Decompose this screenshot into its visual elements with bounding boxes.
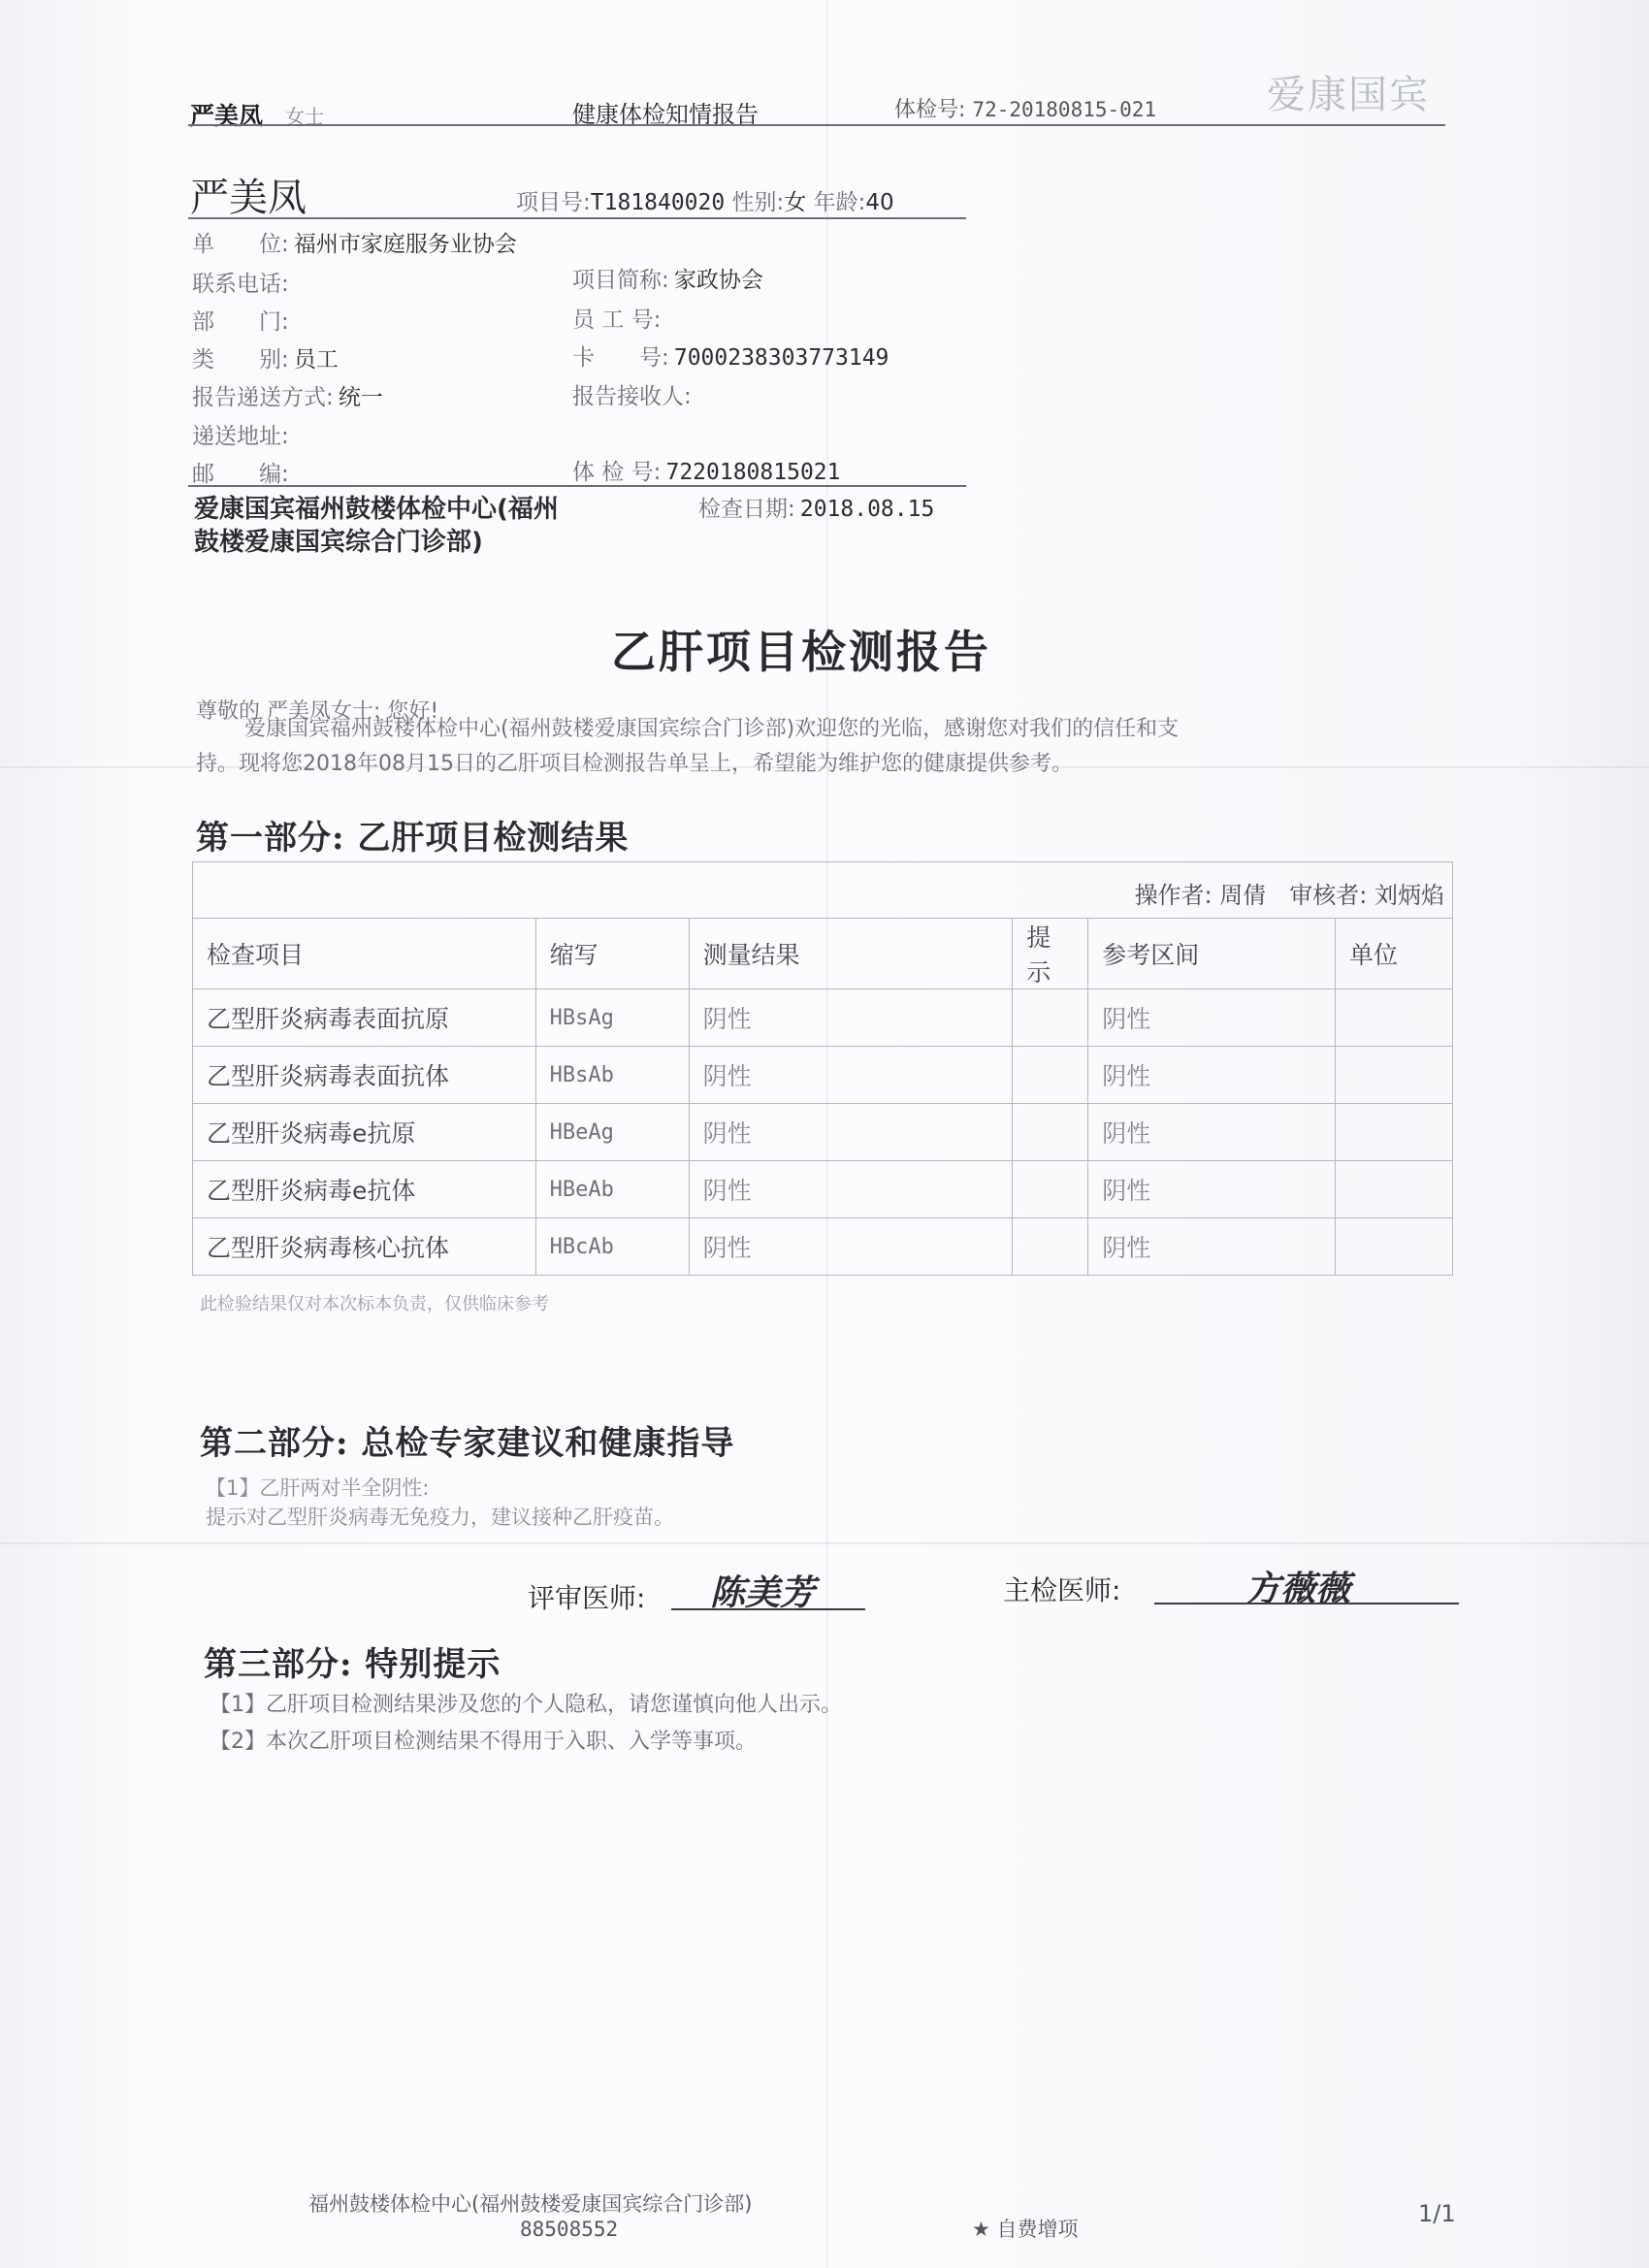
results-table [192, 918, 1453, 1276]
cell-abbr: HBeAg [535, 1104, 689, 1161]
header-doc-title: 健康体检知情报告 [572, 101, 759, 128]
part2-title: 第二部分: 总检专家建议和健康指导 [200, 1424, 735, 1463]
results-note: 此检验结果仅对本次标本负责，仅供临床参考 [200, 1294, 549, 1314]
cell-abbr: HBcAb [535, 1218, 689, 1276]
cell-ref: 阴性 [1088, 1047, 1336, 1104]
chief-signature: 方薇薇 [1245, 1569, 1351, 1609]
cell-unit [1336, 1161, 1453, 1218]
table-row [193, 989, 1453, 1047]
cell-result: 阴性 [689, 1047, 1013, 1104]
cell-ref: 阴性 [1088, 1161, 1336, 1218]
card-label: 卡 号: [572, 345, 669, 371]
suggestion-line-1: 【1】乙肝两对半全阴性: [206, 1476, 430, 1500]
cell-ref: 阴性 [1088, 1104, 1336, 1161]
employee-no-label: 员 工 号: [572, 308, 662, 333]
cell-result: 阴性 [689, 1161, 1013, 1218]
intro-line-1: 爱康国宾福州鼓楼体检中心(福州鼓楼爱康国宾综合门诊部)欢迎您的光临，感谢您对我们的信任和支 [244, 717, 1180, 741]
cell-abbr: HBsAb [535, 1047, 689, 1104]
phone-label: 联系电话: [192, 272, 289, 297]
project-name-label: 项目简称: [572, 268, 669, 293]
cell-unit [1336, 1218, 1453, 1276]
cell-result: 阴性 [689, 989, 1013, 1047]
card-row [572, 340, 889, 372]
patient-meta [516, 184, 894, 216]
info-rule [188, 485, 966, 487]
reviewer-label: 评审医师: [528, 1582, 646, 1614]
col-header-unit: 单位 [1336, 919, 1453, 989]
patient-rule [188, 217, 966, 219]
footer-self-pay-label: 自费增项 [996, 2218, 1079, 2241]
exam-no-label: 体 检 号: [572, 460, 662, 485]
col-header-item: 检查项目 [193, 919, 536, 989]
cell-hint [1013, 1104, 1088, 1161]
cell-abbr: HBeAb [535, 1161, 689, 1218]
operator-line: 操作者: 周倩 审核者: 刘炳焰 [1134, 882, 1444, 909]
reviewer-signature-line [671, 1608, 865, 1610]
brand-watermark: 爱康国宾 [1267, 73, 1430, 117]
exam-no-value: 7220180815021 [665, 460, 841, 485]
cell-item: 乙型肝炎病毒核心抗体 [193, 1218, 536, 1276]
header-exam-id-label: 体检号: [894, 98, 966, 122]
col-header-abbr: 缩写 [535, 919, 689, 989]
gender-label: 性别: [731, 190, 785, 215]
header-exam-id-value: 72-20180815-021 [972, 98, 1157, 121]
check-date-row [698, 491, 934, 523]
cell-hint [1013, 1047, 1088, 1104]
cell-item: 乙型肝炎病毒表面抗体 [193, 1047, 536, 1104]
special-tip-2: 【2】本次乙肝项目检测结果不得用于入职、入学等事项。 [210, 1730, 757, 1754]
unit-row [192, 226, 517, 258]
table-header-row [193, 919, 1453, 989]
patient-name: 严美凤 [190, 176, 307, 220]
dept-label: 部 门: [192, 309, 289, 335]
cell-hint [1013, 1218, 1088, 1276]
cell-hint [1013, 989, 1088, 1047]
delivery-value: 统一 [338, 385, 383, 410]
card-value: 7000238303773149 [673, 345, 889, 371]
part3-title: 第三部分: 特别提示 [204, 1645, 501, 1684]
cell-unit [1336, 1104, 1453, 1161]
unit-label: 单 位: [192, 232, 289, 257]
cell-item: 乙型肝炎病毒e抗原 [193, 1104, 536, 1161]
header-honorific: 女士 [285, 105, 324, 128]
unit-value: 福州市家庭服务业协会 [293, 232, 517, 257]
category-row [192, 341, 339, 373]
project-name-row [572, 262, 763, 294]
clinic-name: 爱康国宾福州鼓楼体检中心(福州鼓楼爱康国宾综合门诊部) [194, 495, 559, 557]
intro-line-2: 持。现将您2018年08月15日的乙肝项目检测报告单呈上，希望能为维护您的健康提供参考。 [196, 752, 1073, 776]
category-value: 员工 [293, 347, 339, 373]
table-row [193, 1161, 1453, 1218]
delivery-row [192, 379, 383, 411]
greeting: 尊敬的 严美凤女士: 您好! [196, 699, 439, 724]
gender: 女 [784, 190, 807, 215]
check-date-label: 检查日期: [698, 497, 795, 522]
cell-ref: 阴性 [1088, 1218, 1336, 1276]
cell-unit [1336, 989, 1453, 1047]
footer-self-pay [972, 2214, 1079, 2243]
chief-label: 主检医师: [1003, 1574, 1121, 1606]
delivery-label: 报告递送方式: [192, 385, 334, 410]
cell-item: 乙型肝炎病毒e抗体 [193, 1161, 536, 1218]
special-tip-1: 【1】乙肝项目检测结果涉及您的个人隐私，请您谨慎向他人出示。 [210, 1693, 842, 1717]
age-label: 年龄: [813, 190, 866, 215]
operator-bar [192, 861, 1453, 918]
check-date-value: 2018.08.15 [799, 497, 935, 522]
project-no: T181840020 [590, 190, 726, 215]
footer-clinic: 福州鼓楼体检中心(福州鼓楼爱康国宾综合门诊部) [308, 2192, 753, 2216]
cell-abbr: HBsAg [535, 989, 689, 1047]
report-title: 乙肝项目检测报告 [611, 626, 991, 678]
part1-title: 第一部分: 乙肝项目检测结果 [196, 819, 630, 858]
col-header-result: 测量结果 [689, 919, 1013, 989]
cell-hint [1013, 1161, 1088, 1218]
age: 40 [865, 190, 894, 215]
cell-result: 阴性 [689, 1104, 1013, 1161]
cell-result: 阴性 [689, 1218, 1013, 1276]
suggestion-line-2: 提示对乙型肝炎病毒无免疫力，建议接种乙肝疫苗。 [206, 1506, 674, 1529]
col-header-hint: 提示 [1013, 919, 1088, 989]
cell-item: 乙型肝炎病毒表面抗原 [193, 989, 536, 1047]
cell-unit [1336, 1047, 1453, 1104]
chief-signature-line [1154, 1603, 1459, 1604]
page-number: 1/1 [1418, 2200, 1456, 2227]
address-label: 递送地址: [192, 424, 289, 449]
footer-phone: 88508552 [520, 2218, 619, 2241]
exam-no-row [572, 454, 840, 486]
category-label: 类 别: [192, 347, 289, 373]
header-name: 严美凤 [190, 102, 264, 130]
header-rule [188, 124, 1445, 126]
postcode-label: 邮 编: [192, 462, 289, 487]
header-exam-id [894, 93, 1156, 123]
project-no-label: 项目号: [516, 190, 591, 215]
project-name-value: 家政协会 [673, 268, 763, 293]
cell-ref: 阴性 [1088, 989, 1336, 1047]
table-row [193, 1104, 1453, 1161]
receiver-label: 报告接收人: [572, 384, 692, 409]
table-row [193, 1047, 1453, 1104]
table-row [193, 1218, 1453, 1276]
paper-fold [0, 1542, 1649, 1544]
reviewer-signature: 陈美芳 [710, 1572, 816, 1613]
col-header-ref: 参考区间 [1088, 919, 1336, 989]
star-icon: ★ [972, 2218, 990, 2241]
